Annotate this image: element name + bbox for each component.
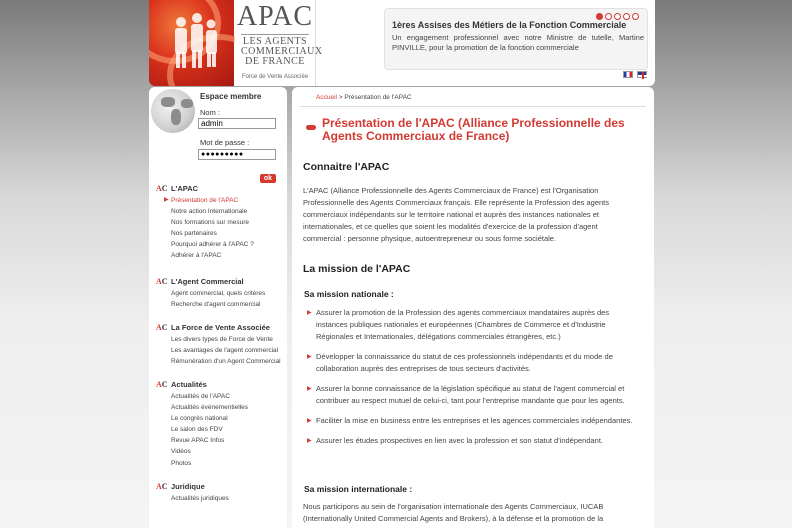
nav-item-remuneration[interactable]: Rémunération d'un Agent Commercial [171, 358, 281, 366]
page-title: Présentation de l'APAC (Alliance Professionnelle des Agents Commerciaux de France) [322, 116, 625, 143]
list-item [303, 383, 635, 407]
language-switcher [623, 71, 647, 78]
nav-item-salon[interactable]: Le salon des FDV [171, 426, 223, 434]
nav-item-actu-evenementielles[interactable]: Actualités événementielles [171, 404, 248, 412]
list-item-text: Assurer la bonne connaissance de la législation spécifique au statut de l'agent commercial et contribuer au respect mutuel de celui-ci, tant pour l'entreprise mandante que pour les agents. [316, 384, 625, 405]
nav-item-recherche[interactable]: Recherche d'agent commercial [171, 301, 261, 309]
section-text: L'APAC (Alliance Professionnelle des Agents Commerciaux de France) est l'Organisation Professionnelle des Agents Commerciaux français. Elle représente la Profession des agents commerciaux indépendants sur le territoire national et auprès des instances nationales et internationales, et ce quelles que soient les modalités d'exercice de la profession d'agent commercial : personne physique, autoentrepreneur ou sous forme sociétale. [303, 186, 609, 243]
breadcrumb [316, 94, 412, 101]
nav-section-label: L'Agent Commercial [171, 277, 244, 286]
list-item-text: Assurer la promotion de la Profession des agents commerciaux mandataires auprès des instances publiques nationales et européennes (Chambres de Commerce et d'Industrie Régionales et Internationales, délégations commerciales étrangères, etc.) [316, 308, 610, 341]
agents-silhouette-icon [149, 0, 234, 86]
logo-subtitle-line: COMMERCIAUX [241, 46, 323, 57]
password-label: Mot de passe : [200, 138, 250, 147]
nav-section-label: Actualités [171, 380, 207, 389]
nav-item-criteres[interactable]: Agent commercial, quels critères [171, 290, 266, 297]
slider-dot[interactable] [605, 13, 612, 20]
fr-flag-icon[interactable] [623, 71, 633, 78]
nav-item-actu-juridiques[interactable]: Actualités juridiques [171, 495, 229, 502]
nav-item-actu-apac[interactable]: Actualités de l'APAC [171, 393, 230, 400]
nav-section-title[interactable] [156, 183, 254, 195]
nav-item-types[interactable]: Les divers types de Force de Vente [171, 336, 273, 343]
ac-logo-icon: AC [156, 323, 168, 332]
main-content [292, 87, 654, 528]
nav-section-title[interactable] [156, 322, 281, 334]
list-item [303, 307, 635, 343]
nav-section-juridique [156, 481, 229, 504]
nav-section-label: L'APAC [171, 184, 199, 193]
nav-section-label: Juridique [171, 482, 205, 491]
logo-subtitle-line: LES AGENTS [242, 36, 308, 47]
section-heading: Connaitre l'APAC [303, 161, 390, 173]
header [149, 0, 655, 86]
nav-item-label: Présentation de l'APAC [171, 197, 239, 204]
logo[interactable] [235, 0, 323, 86]
nav-section-apac [156, 183, 254, 262]
news-text: Un engagement professionnel avec notre Ministre de tutelle, Martine PINVILLE, pour la promotion de la fonction commerciale [392, 33, 644, 52]
list-item [303, 435, 635, 447]
ac-logo-icon: AC [156, 184, 168, 193]
logo-subtitle-line: DE FRANCE [245, 56, 305, 67]
arrow-right-icon: ▶ [164, 197, 169, 203]
nav-item-pourquoi-adherer[interactable]: Pourquoi adhérer à l'APAC ? [171, 241, 254, 249]
logo-name: APAC [236, 1, 314, 32]
en-flag-icon[interactable] [637, 71, 647, 78]
section-heading: La mission de l'APAC [303, 263, 411, 275]
ac-logo-icon: AC [156, 482, 168, 491]
list-item [303, 351, 635, 375]
nav-item-partenaires[interactable]: Nos partenaires [171, 230, 217, 238]
list-item-text: Faciliter la mise en business entre les entreprises et les agences commerciales indépendantes. [316, 416, 633, 425]
nav-item-formations[interactable]: Nos formations sur mesure [171, 219, 250, 227]
list-item-text: Développer la connaissance du statut de ces professionnels indépendants et du mode de collaboration auprès des entreprises de tous secteurs d'activités. [316, 352, 613, 373]
logo-tagline: Force de Vente Associée [241, 74, 309, 80]
slider-dot[interactable] [614, 13, 621, 20]
ac-logo-icon: AC [156, 277, 168, 286]
nav-section-agent [156, 276, 265, 310]
nav-item-presentation[interactable] [156, 195, 254, 206]
password-input[interactable]: ●●●●●●●●● [198, 149, 276, 160]
nav-item-revue[interactable]: Revue APAC Infos [171, 437, 225, 445]
logo-image[interactable] [149, 0, 234, 86]
nav-section-title[interactable] [156, 276, 265, 288]
list-item-text: Assurer les études prospectives en lien avec la profession et son statut d'indépendant. [316, 436, 604, 445]
globe-icon [151, 89, 195, 133]
slider-dots [596, 13, 639, 20]
nav-item-congres[interactable]: Le congrès national [171, 415, 228, 423]
nav-item-international[interactable]: Notre action Internationale [171, 208, 248, 216]
breadcrumb-current: Présentation de l'APAC [344, 94, 412, 101]
title-bullet-icon [306, 125, 316, 130]
login-button[interactable]: ok [260, 174, 276, 183]
breadcrumb-separator: > [338, 94, 345, 101]
nav-section-title[interactable] [156, 379, 248, 391]
logo-subtitle [241, 34, 323, 67]
nav-section-actualites [156, 379, 248, 469]
subsection-heading: Sa mission internationale : [304, 484, 413, 494]
nav-item-avantages[interactable]: Les avantages de l'agent commercial [171, 347, 279, 355]
section-text: Nous participons au sein de l'organisation internationale des Agents Commerciaux, IUCAB (Internationally United Commercial Agents and Brokers), à la défense et la promotion de la [303, 502, 604, 523]
nav-item-photos[interactable]: Photos [171, 459, 192, 467]
username-input[interactable]: admin [198, 118, 276, 129]
nav-section-fdv [156, 322, 281, 367]
username-label: Nom : [200, 108, 221, 117]
nav-section-label: La Force de Vente Associée [171, 323, 270, 332]
nav-item-videos[interactable]: Vidéos [171, 448, 191, 456]
slider-dot[interactable] [623, 13, 630, 20]
breadcrumb-home-link[interactable]: Accueil [316, 94, 337, 101]
news-title[interactable]: 1ères Assises des Métiers de la Fonction Commerciale [392, 20, 627, 30]
divider [300, 106, 646, 107]
member-area-title: Espace membre [200, 92, 262, 101]
news-slider[interactable] [384, 8, 648, 70]
bullet-arrow-icon: ▶ [307, 354, 312, 360]
subsection-heading: Sa mission nationale : [304, 289, 394, 299]
nav-item-adherer[interactable]: Adhérer à l'APAC [171, 252, 222, 260]
mission-list [303, 307, 635, 455]
bullet-arrow-icon: ▶ [307, 438, 312, 444]
bullet-arrow-icon: ▶ [307, 418, 312, 424]
slider-dot[interactable] [632, 13, 639, 20]
slider-dot[interactable] [596, 13, 603, 20]
ac-logo-icon: AC [156, 380, 168, 389]
sidebar [149, 87, 287, 528]
list-item [303, 415, 635, 427]
bullet-arrow-icon: ▶ [307, 310, 312, 316]
bullet-arrow-icon: ▶ [307, 386, 312, 392]
nav-section-title[interactable] [156, 481, 229, 493]
